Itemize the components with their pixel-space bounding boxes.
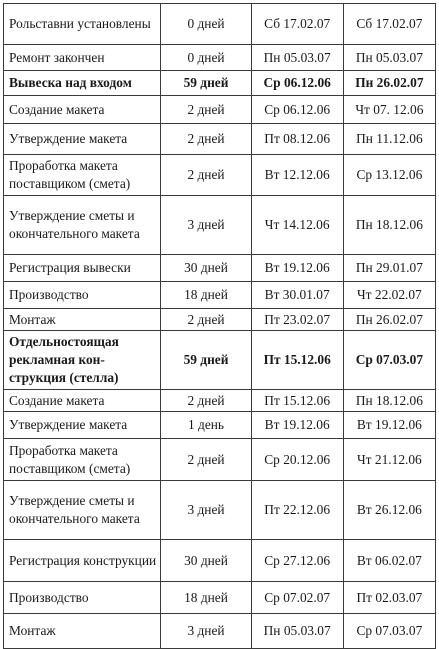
task-name-cell: Проработка макета поставщиком (смета): [4, 155, 161, 196]
end-date-cell: Чт 07. 12.06: [343, 96, 435, 124]
duration-cell: 30 дней: [161, 255, 251, 282]
end-date-cell: Чт 21.12.06: [343, 439, 435, 481]
start-date-cell: Ср 20.12.06: [251, 439, 343, 481]
start-date-cell: Вт 12.12.06: [251, 155, 343, 196]
end-date-cell: Ср 13.12.06: [343, 155, 435, 196]
schedule-row: [4, 45, 436, 71]
schedule-row: [4, 390, 436, 412]
start-date-cell: Вт 30.01.07: [251, 282, 343, 309]
duration-cell: 18 дней: [161, 582, 251, 614]
start-date-cell: Пн 05.03.07: [251, 45, 343, 71]
task-name-cell: Монтаж: [4, 614, 161, 649]
task-name-cell: Утверждение макета: [4, 124, 161, 155]
start-date-cell: Пт 23.02.07: [251, 309, 343, 331]
start-date-cell: Ср 06.12.06: [251, 71, 343, 96]
duration-cell: 59 дней: [161, 71, 251, 96]
duration-cell: 1 день: [161, 412, 251, 439]
start-date-cell: Пт 15.12.06: [251, 390, 343, 412]
schedule-row: [4, 196, 436, 255]
task-name-cell: Утверждение макета: [4, 412, 161, 439]
end-date-cell: Пн 26.02.07: [343, 71, 435, 96]
duration-cell: 0 дней: [161, 4, 251, 45]
end-date-cell: Пн 26.02.07: [343, 309, 435, 331]
schedule-row: [4, 155, 436, 196]
task-name-cell: Создание макета: [4, 390, 161, 412]
duration-cell: 3 дней: [161, 196, 251, 255]
task-name-cell: Производство: [4, 582, 161, 614]
duration-cell: 3 дней: [161, 481, 251, 540]
duration-cell: 2 дней: [161, 124, 251, 155]
start-date-cell: Пт 15.12.06: [251, 331, 343, 390]
duration-cell: 0 дней: [161, 45, 251, 71]
duration-cell: 2 дней: [161, 309, 251, 331]
start-date-cell: Ср 27.12.06: [251, 540, 343, 582]
schedule-table-body: [4, 4, 436, 649]
end-date-cell: Пн 05.03.07: [343, 45, 435, 71]
start-date-cell: Вт 19.12.06: [251, 412, 343, 439]
start-date-cell: Вт 19.12.06: [251, 255, 343, 282]
schedule-row: [4, 255, 436, 282]
schedule-row: [4, 614, 436, 649]
start-date-cell: Чт 14.12.06: [251, 196, 343, 255]
task-name-cell: Производство: [4, 282, 161, 309]
schedule-row: [4, 282, 436, 309]
schedule-row: [4, 439, 436, 481]
task-name-cell: Проработка макета поставщиком (смета): [4, 439, 161, 481]
schedule-row: [4, 71, 436, 96]
schedule-table-container: [3, 3, 436, 649]
duration-cell: 3 дней: [161, 614, 251, 649]
schedule-row: [4, 540, 436, 582]
schedule-row: [4, 309, 436, 331]
task-name-cell: Монтаж: [4, 309, 161, 331]
duration-cell: 18 дней: [161, 282, 251, 309]
task-name-cell: Создание макета: [4, 96, 161, 124]
end-date-cell: Ср 07.03.07: [343, 614, 435, 649]
task-name-cell: Отдельностоящая рекламная кон-струкция (стелла): [4, 331, 161, 390]
end-date-cell: Пт 02.03.07: [343, 582, 435, 614]
end-date-cell: Вт 19.12.06: [343, 412, 435, 439]
schedule-row: [4, 124, 436, 155]
start-date-cell: Пт 22.12.06: [251, 481, 343, 540]
project-schedule-table: [3, 3, 436, 649]
end-date-cell: Чт 22.02.07: [343, 282, 435, 309]
duration-cell: 2 дней: [161, 96, 251, 124]
task-name-cell: Ремонт закончен: [4, 45, 161, 71]
task-name-cell: Рольставни установлены: [4, 4, 161, 45]
start-date-cell: Ср 07.02.07: [251, 582, 343, 614]
duration-cell: 30 дней: [161, 540, 251, 582]
start-date-cell: Ср 06.12.06: [251, 96, 343, 124]
task-name-cell: Регистрация вывески: [4, 255, 161, 282]
end-date-cell: Пн 29.01.07: [343, 255, 435, 282]
duration-cell: 2 дней: [161, 390, 251, 412]
end-date-cell: Сб 17.02.07: [343, 4, 435, 45]
end-date-cell: Пн 18.12.06: [343, 390, 435, 412]
end-date-cell: Пн 11.12.06: [343, 124, 435, 155]
task-name-cell: Утверждение сметы и окончательного макета: [4, 196, 161, 255]
schedule-row: [4, 582, 436, 614]
end-date-cell: Вт 06.02.07: [343, 540, 435, 582]
schedule-row: [4, 412, 436, 439]
end-date-cell: Ср 07.03.07: [343, 331, 435, 390]
schedule-row: [4, 4, 436, 45]
duration-cell: 59 дней: [161, 331, 251, 390]
task-name-cell: Утверждение сметы и окончательного макета: [4, 481, 161, 540]
end-date-cell: Вт 26.12.06: [343, 481, 435, 540]
schedule-row: [4, 96, 436, 124]
duration-cell: 2 дней: [161, 439, 251, 481]
task-name-cell: Регистрация конструкции: [4, 540, 161, 582]
start-date-cell: Пн 05.03.07: [251, 614, 343, 649]
duration-cell: 2 дней: [161, 155, 251, 196]
end-date-cell: Пн 18.12.06: [343, 196, 435, 255]
start-date-cell: Сб 17.02.07: [251, 4, 343, 45]
start-date-cell: Пт 08.12.06: [251, 124, 343, 155]
schedule-row: [4, 481, 436, 540]
task-name-cell: Вывеска над входом: [4, 71, 161, 96]
schedule-row: [4, 331, 436, 390]
